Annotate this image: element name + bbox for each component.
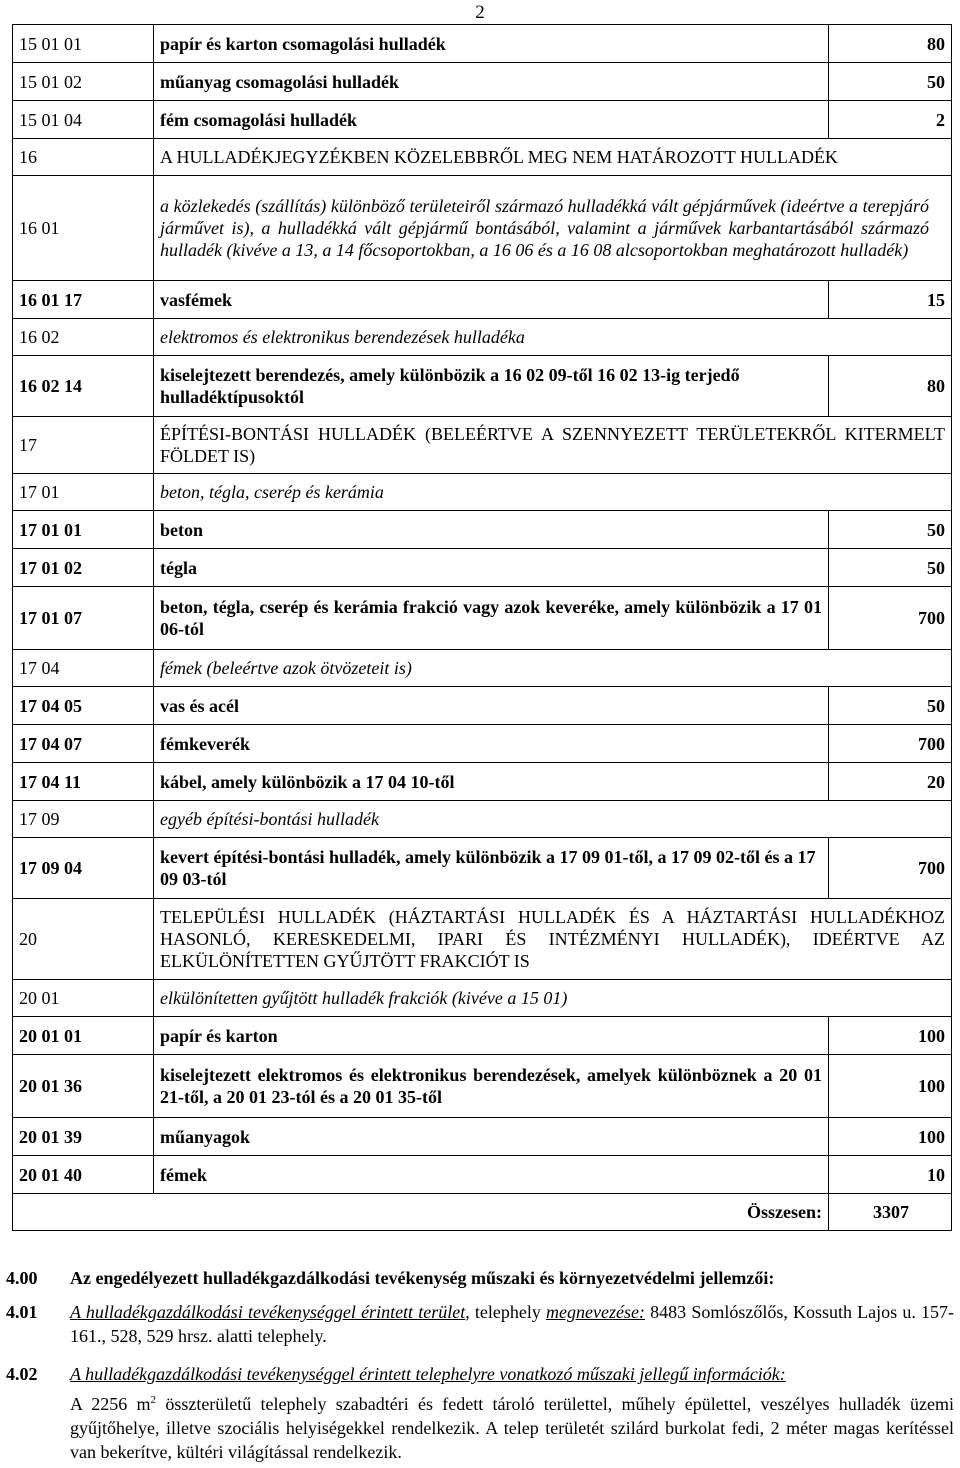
waste-quantity: 15 xyxy=(829,281,952,319)
waste-code: 17 01 02 xyxy=(13,549,154,587)
total-value: 3307 xyxy=(829,1194,952,1231)
waste-code: 20 01 40 xyxy=(13,1156,154,1194)
waste-code-table xyxy=(12,24,952,1231)
waste-quantity: 700 xyxy=(829,725,952,763)
waste-code: 20 01 36 xyxy=(13,1055,154,1118)
section-label-connector: , telephely xyxy=(465,1302,547,1322)
waste-description: vasfémek xyxy=(154,281,829,319)
table-row xyxy=(13,687,952,725)
waste-description: műanyagok xyxy=(154,1118,829,1156)
waste-group-heading: ÉPÍTÉSI-BONTÁSI HULLADÉK (BELEÉRTVE A SZENNYEZETT TERÜLETEKRŐL KITERMELT FÖLDET IS) xyxy=(154,417,952,474)
waste-code: 16 01 17 xyxy=(13,281,154,319)
waste-code: 15 01 01 xyxy=(13,25,154,63)
waste-description: beton, tégla, cserép és kerámia frakció vagy azok keveréke, amely különbözik a 17 01 06-tól xyxy=(154,587,829,650)
table-row xyxy=(13,176,952,281)
table-row xyxy=(13,25,952,63)
waste-quantity: 100 xyxy=(829,1017,952,1055)
waste-code: 15 01 04 xyxy=(13,101,154,139)
section-body xyxy=(70,1362,954,1386)
table-row xyxy=(13,1118,952,1156)
section-4-02 xyxy=(6,1362,954,1464)
waste-description: kiselejtezett berendezés, amely különbözik a 16 02 09-től 16 02 13-ig terjedő hulladéktípusoktól xyxy=(154,356,829,417)
section-text: 8483 Somlószőlős, Kossuth Lajos u. 157-161., 528, 529 hrsz. alatti telephely. xyxy=(70,1302,954,1346)
table-row xyxy=(13,801,952,838)
waste-quantity: 50 xyxy=(829,511,952,549)
waste-description: elkülönítetten gyűjtött hulladék frakciók (kivéve a 15 01) xyxy=(154,980,952,1017)
waste-code: 20 xyxy=(13,899,154,980)
waste-description: kábel, amely különbözik a 17 04 10-től xyxy=(154,763,829,801)
waste-code: 17 04 xyxy=(13,650,154,687)
table-row xyxy=(13,139,952,176)
section-text: A 2256 m xyxy=(70,1394,151,1414)
table-row xyxy=(13,549,952,587)
section-label: A hulladékgazdálkodási tevékenységgel érintett terület xyxy=(70,1302,466,1322)
waste-code: 16 01 xyxy=(13,176,154,281)
waste-description: elektromos és elektronikus berendezések hulladéka xyxy=(154,319,952,356)
waste-code: 17 09 04 xyxy=(13,838,154,899)
table-row xyxy=(13,838,952,899)
waste-code: 17 04 05 xyxy=(13,687,154,725)
waste-code: 16 02 14 xyxy=(13,356,154,417)
waste-code: 17 xyxy=(13,417,154,474)
table-row xyxy=(13,587,952,650)
table-row xyxy=(13,1017,952,1055)
waste-description: műanyag csomagolási hulladék xyxy=(154,63,829,101)
waste-description: vas és acél xyxy=(154,687,829,725)
waste-group-heading: A HULLADÉKJEGYZÉKBEN KÖZELEBBRŐL MEG NEM HATÁROZOTT HULLADÉK xyxy=(154,139,952,176)
waste-description: fémek (beleértve azok ötvözeteit is) xyxy=(154,650,952,687)
waste-code: 16 xyxy=(13,139,154,176)
waste-quantity: 80 xyxy=(829,25,952,63)
waste-quantity: 700 xyxy=(829,587,952,650)
waste-code: 17 09 xyxy=(13,801,154,838)
waste-code: 20 01 xyxy=(13,980,154,1017)
total-row xyxy=(13,1194,952,1231)
section-label: megnevezése: xyxy=(546,1302,645,1322)
waste-quantity: 50 xyxy=(829,63,952,101)
waste-description: fémek xyxy=(154,1156,829,1194)
table-row xyxy=(13,899,952,980)
waste-quantity: 2 xyxy=(829,101,952,139)
waste-description: beton, tégla, cserép és kerámia xyxy=(154,474,952,511)
table-row xyxy=(13,511,952,549)
waste-quantity: 700 xyxy=(829,838,952,899)
waste-quantity: 50 xyxy=(829,549,952,587)
table-row xyxy=(13,725,952,763)
waste-description: beton xyxy=(154,511,829,549)
table-row xyxy=(13,650,952,687)
table-row xyxy=(13,474,952,511)
section-text: összterületű telephely szabadtéri és fedett tároló területtel, műhely épülettel, veszélyes hulladék üzemi gyűjtőhelye, illetve szociális helyiségekkel rendelkezik. A telep területét szilárd burkolat fedi, 2 méter magas kerítéssel van bekerítve, kültéri világítással rendelkezik. xyxy=(70,1394,954,1462)
table-row xyxy=(13,417,952,474)
waste-code: 20 01 01 xyxy=(13,1017,154,1055)
section-label: A hulladékgazdálkodási tevékenységgel érintett telephelyre vonatkozó műszaki jellegű információk: xyxy=(70,1364,786,1384)
table-row xyxy=(13,980,952,1017)
waste-description: egyéb építési-bontási hulladék xyxy=(154,801,952,838)
section-4-01 xyxy=(6,1300,954,1348)
waste-code: 16 02 xyxy=(13,319,154,356)
section-number: 4.02 xyxy=(6,1364,38,1384)
waste-description: kiselejtezett elektromos és elektronikus berendezések, amelyek különböznek a 20 01 21-től, a 20 01 23-tól és a 20 01 35-től xyxy=(154,1055,829,1118)
waste-quantity: 50 xyxy=(829,687,952,725)
table-row xyxy=(13,63,952,101)
waste-description: kevert építési-bontási hulladék, amely különbözik a 17 09 01-től, a 17 09 02-től és a 17 09 03-tól xyxy=(154,838,829,899)
page-number: 2 xyxy=(475,2,485,23)
waste-quantity: 20 xyxy=(829,763,952,801)
table-row xyxy=(13,1055,952,1118)
table-row xyxy=(13,763,952,801)
waste-description: papír és karton xyxy=(154,1017,829,1055)
table-row xyxy=(13,1156,952,1194)
waste-code: 17 04 11 xyxy=(13,763,154,801)
table-row xyxy=(13,281,952,319)
waste-description: papír és karton csomagolási hulladék xyxy=(154,25,829,63)
section-title: Az engedélyezett hulladékgazdálkodási tevékenység műszaki és környezetvédelmi jellemzői: xyxy=(70,1268,775,1288)
waste-description: fémkeverék xyxy=(154,725,829,763)
total-label: Összesen: xyxy=(13,1194,829,1231)
waste-description: fém csomagolási hulladék xyxy=(154,101,829,139)
waste-group-heading: TELEPÜLÉSI HULLADÉK (HÁZTARTÁSI HULLADÉK ÉS A HÁZTARTÁSI HULLADÉKHOZ HASONLÓ, KERESKEDELMI, IPARI ÉS INTÉZMÉNYI HULLADÉK), IDEÉRTVE AZ ELKÜLÖNÍTETTEN GYŰJTÖTT FRAKCIÓT IS xyxy=(154,899,952,980)
waste-quantity: 80 xyxy=(829,356,952,417)
section-number: 4.01 xyxy=(6,1302,38,1322)
superscript: 2 xyxy=(150,1394,157,1406)
section-paragraph xyxy=(70,1392,954,1464)
waste-quantity: 100 xyxy=(829,1118,952,1156)
section-body xyxy=(70,1300,954,1348)
waste-code: 15 01 02 xyxy=(13,63,154,101)
table-row xyxy=(13,101,952,139)
section-4-00 xyxy=(6,1266,954,1290)
section-number: 4.00 xyxy=(6,1268,38,1288)
waste-code: 20 01 39 xyxy=(13,1118,154,1156)
waste-description: a közlekedés (szállítás) különböző területeiről származó hulladékká vált gépjárművek (ideértve a terepjáró járművet is), a hulladékká vált gépjármű bontásából, valamint a járművek karbantartásából származó hulladék (kivéve a 13, a 14 főcsoportokban, a 16 06 és a 16 08 alcsoportokban meghatározott hulladék) xyxy=(154,176,952,281)
waste-description: tégla xyxy=(154,549,829,587)
waste-code: 17 01 xyxy=(13,474,154,511)
table-row xyxy=(13,356,952,417)
waste-code: 17 04 07 xyxy=(13,725,154,763)
waste-code: 17 01 01 xyxy=(13,511,154,549)
waste-quantity: 10 xyxy=(829,1156,952,1194)
waste-code: 17 01 07 xyxy=(13,587,154,650)
table-row xyxy=(13,319,952,356)
waste-quantity: 100 xyxy=(829,1055,952,1118)
